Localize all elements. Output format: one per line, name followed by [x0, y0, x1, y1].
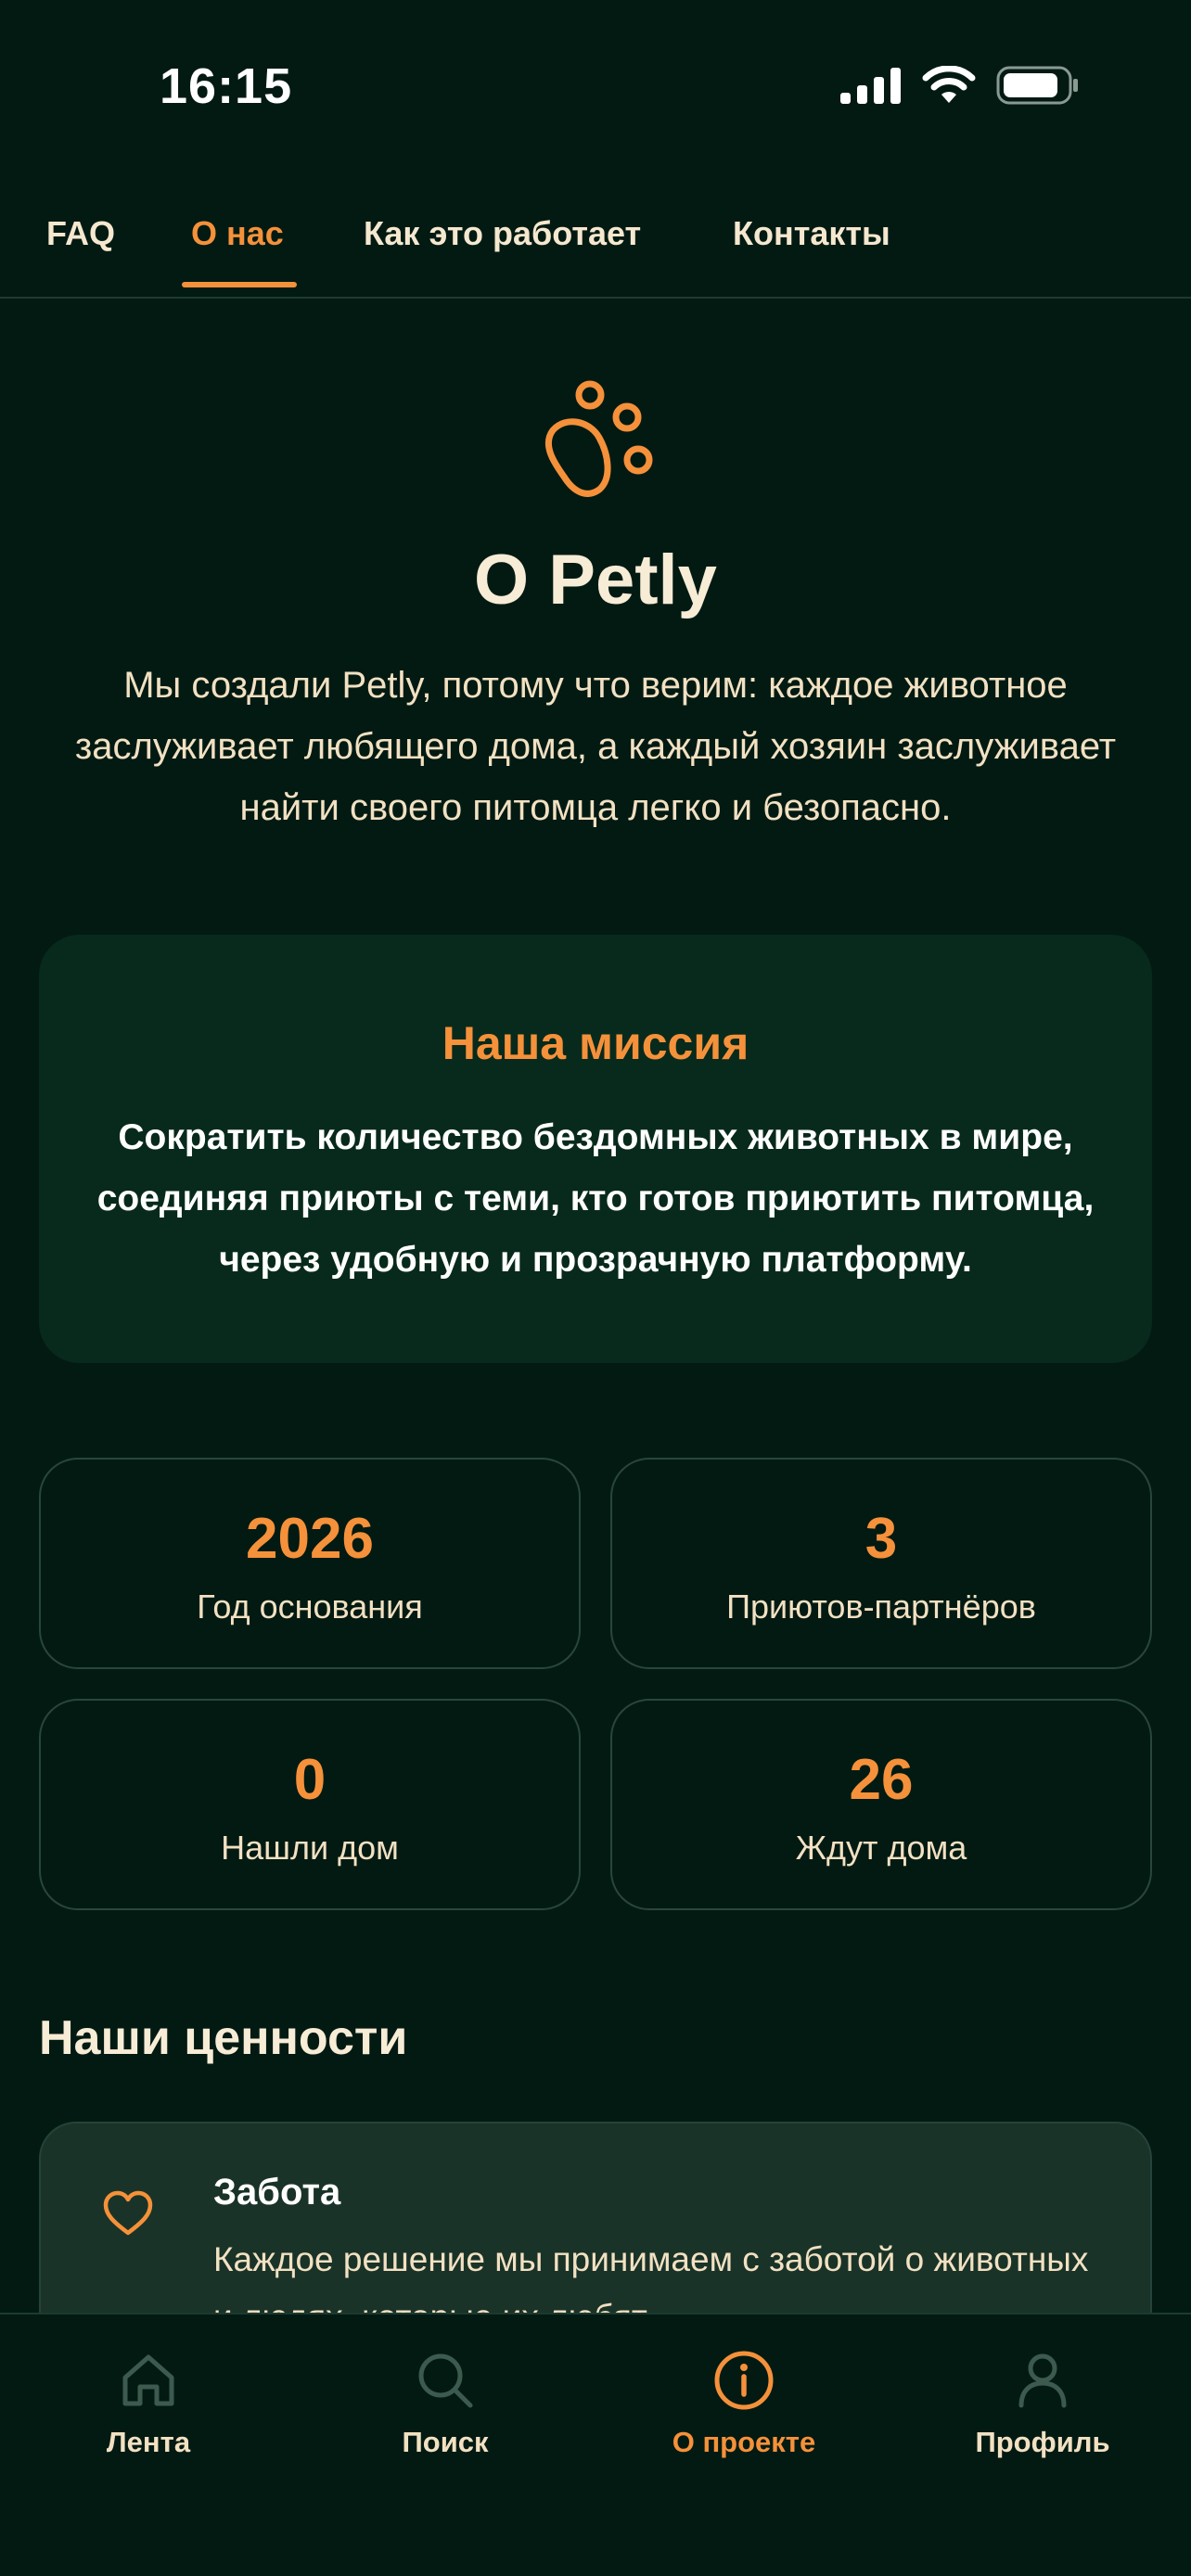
stat-value: 2026 — [246, 1507, 374, 1571]
tab-how-it-works[interactable]: Как это работает — [364, 214, 642, 252]
stat-card-founded — [39, 1458, 581, 1669]
home-icon — [116, 2348, 181, 2413]
page-title: О Petly — [474, 541, 717, 619]
battery-icon — [996, 65, 1080, 106]
stat-label: Ждут дома — [795, 1829, 967, 1867]
heart-icon — [102, 2188, 154, 2240]
nav-label: Лента — [106, 2426, 191, 2458]
bottom-nav — [0, 2313, 1191, 2576]
nav-label: О проекте — [672, 2426, 816, 2458]
tab-faq[interactable]: FAQ — [46, 214, 116, 252]
cellular-signal-icon — [840, 67, 902, 104]
values-title: Наши ценности — [39, 2011, 408, 2065]
stat-value: 3 — [864, 1507, 898, 1571]
stat-label: Год основания — [197, 1588, 423, 1626]
intro-text: Мы создали Petly, потому что верим: каждое животное заслуживает любящего дома, а каждый хозяин заслуживает найти своего питомца легко и безопасно. — [74, 665, 1117, 828]
wifi-icon — [922, 66, 976, 105]
stat-card-adopted — [39, 1699, 581, 1910]
status-icons — [840, 65, 1080, 106]
paw-icon — [531, 375, 660, 504]
profile-icon — [1010, 2348, 1075, 2413]
mission-card — [39, 935, 1152, 1363]
stat-value: 0 — [293, 1748, 327, 1812]
stat-card-partners — [610, 1458, 1152, 1669]
value-text: Каждое решение мы принимаем с заботой о животных — [213, 2240, 1089, 2278]
mission-title: Наша миссия — [442, 1017, 749, 1069]
stat-label: Приютов-партнёров — [726, 1588, 1036, 1626]
search-icon — [413, 2348, 478, 2413]
status-bar — [0, 0, 1191, 176]
value-title: Забота — [213, 2172, 341, 2213]
tab-contacts[interactable]: Контакты — [733, 214, 890, 252]
nav-label: Профиль — [975, 2426, 1110, 2458]
top-tabs — [0, 176, 1191, 299]
status-time: 16:15 — [160, 58, 293, 114]
active-tab-indicator — [182, 282, 297, 287]
mission-text: Сократить количество бездомных животных в мире, соединяя приюты с теми, кто готов приютить питомца, через удобную и прозрачную платформу. — [96, 1117, 1095, 1280]
nav-item-profile[interactable] — [894, 2348, 1191, 2468]
nav-item-about[interactable] — [596, 2348, 892, 2468]
nav-label: Поиск — [402, 2426, 489, 2458]
stat-card-waiting — [610, 1699, 1152, 1910]
nav-item-search[interactable] — [297, 2348, 594, 2468]
stat-label: Нашли дом — [221, 1829, 399, 1867]
info-icon — [711, 2348, 776, 2413]
stat-value: 26 — [849, 1748, 914, 1812]
tab-about[interactable]: О нас — [191, 214, 284, 252]
nav-item-feed[interactable] — [0, 2348, 297, 2468]
